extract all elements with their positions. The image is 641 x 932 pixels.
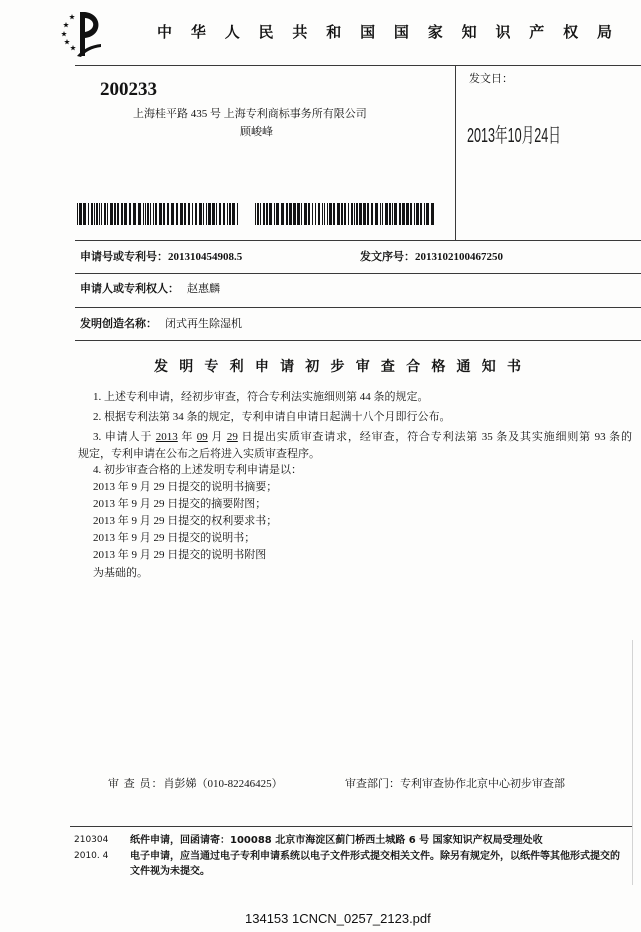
barcode-bar bbox=[297, 203, 300, 225]
barcode-bar bbox=[138, 203, 141, 225]
invention-title: 闭式再生除湿机 bbox=[165, 318, 242, 330]
logo-bar bbox=[80, 12, 85, 56]
logo-star-icon bbox=[61, 31, 67, 36]
document-list-item: 2013 年 9 月 29 日提交的说明书； bbox=[93, 532, 256, 544]
barcode-bar bbox=[180, 203, 183, 225]
barcode-bar bbox=[289, 203, 292, 225]
barcode-bar bbox=[301, 203, 302, 225]
barcode-bar bbox=[344, 203, 346, 225]
barcode-bar bbox=[329, 203, 332, 225]
barcode-bar bbox=[260, 203, 261, 225]
department-label: 审查部门： bbox=[345, 778, 400, 790]
barcode-bar bbox=[380, 203, 381, 225]
barcode-bar bbox=[188, 203, 190, 225]
item3-year-unit: 年 bbox=[177, 431, 197, 443]
barcode-bar bbox=[195, 203, 197, 225]
barcode-bar bbox=[269, 203, 272, 225]
agency-name: 中 华 人 民 共 和 国 国 家 知 识 产 权 局 bbox=[157, 23, 612, 41]
serial-number-label: 发文序号： bbox=[360, 251, 415, 263]
notice-title: 发 明 专 利 申 请 初 步 审 查 合 格 通 知 书 bbox=[154, 359, 521, 375]
barcode-bar bbox=[206, 203, 207, 225]
barcode-bar bbox=[263, 203, 265, 225]
barcode-bar bbox=[281, 203, 284, 225]
barcode-bar bbox=[208, 203, 211, 225]
barcode-bar bbox=[389, 203, 391, 225]
dispatch-date: 2013年10月24日 bbox=[467, 125, 561, 147]
notice-item-4: 4. 初步审查合格的上述发明专利申请是以： bbox=[93, 464, 302, 476]
barcode-bar bbox=[382, 203, 383, 225]
application-number: 201310454908.5 bbox=[168, 251, 243, 263]
barcode-bar bbox=[402, 203, 405, 225]
barcode-bar bbox=[150, 203, 151, 225]
barcode-bar bbox=[385, 203, 388, 225]
barcode-bar bbox=[371, 203, 373, 225]
barcode-bar bbox=[392, 203, 393, 225]
barcode-bar bbox=[145, 203, 146, 225]
barcode-bar bbox=[143, 203, 144, 225]
barcode-bar bbox=[212, 203, 215, 225]
barcode-bar bbox=[117, 203, 119, 225]
logo-curve bbox=[85, 12, 99, 38]
barcode-bar bbox=[155, 203, 157, 225]
barcode-bar bbox=[266, 203, 268, 225]
notice-item-3-continuation: 规定，专利申请在公布之后将进入实质审查程序。 bbox=[78, 448, 320, 460]
form-date: 2010. 4 bbox=[74, 851, 109, 861]
item3-prefix: 3. 申请人于 bbox=[93, 431, 156, 443]
applicant-name: 赵惠麟 bbox=[187, 283, 220, 295]
barcode-left bbox=[77, 203, 239, 225]
barcode-bar bbox=[426, 203, 429, 225]
barcode-bar bbox=[101, 203, 102, 225]
barcode-bar bbox=[416, 203, 419, 225]
barcode-bar bbox=[322, 203, 323, 225]
barcode-bar bbox=[83, 203, 86, 225]
barcode-bar bbox=[110, 203, 113, 225]
scan-artifact-line bbox=[632, 640, 633, 885]
electronic-submission-notice: 电子申请，应当通过电子专利申请系统以电子文件形式提交相关文件。除另有规定外，以纸件等其他形式提交的 bbox=[130, 851, 620, 862]
barcode-bar bbox=[79, 203, 82, 225]
serial-number-row bbox=[360, 251, 503, 265]
document-list-item: 2013 年 9 月 29 日提交的权利要求书； bbox=[93, 515, 278, 527]
barcode-bar bbox=[147, 203, 149, 225]
applicant-label: 申请人或专利权人： bbox=[80, 283, 179, 295]
barcode-bar bbox=[129, 203, 131, 225]
barcode-bar bbox=[276, 203, 279, 225]
barcode-bar bbox=[257, 203, 259, 225]
barcode-bar bbox=[121, 203, 123, 225]
barcode-bar bbox=[312, 203, 313, 225]
barcode-bar bbox=[308, 203, 310, 225]
logo-star-icon bbox=[69, 14, 75, 19]
rule-footer bbox=[70, 826, 632, 827]
barcode-bar bbox=[255, 203, 256, 225]
barcode-bar bbox=[414, 203, 415, 225]
barcode-bar bbox=[219, 203, 221, 225]
barcode-bar bbox=[91, 203, 93, 225]
barcode-bar bbox=[176, 203, 178, 225]
barcode-bar bbox=[410, 203, 412, 225]
item3-suffix: 日提出实质审查请求，经审查，符合专利法第 35 条及其实施细则第 93 条的 bbox=[237, 431, 633, 443]
logo-star-icon bbox=[63, 22, 69, 27]
barcode-bar bbox=[227, 203, 228, 225]
department-row bbox=[345, 778, 565, 792]
document-list-item: 2013 年 9 月 29 日提交的说明书附图 bbox=[93, 549, 267, 561]
addressee-address: 上海桂平路 435 号 上海专利商标事务所有限公司 bbox=[133, 108, 367, 120]
barcode-bar bbox=[406, 203, 409, 225]
barcode-bar bbox=[327, 203, 328, 225]
barcode-bar bbox=[351, 203, 353, 225]
barcode-bar bbox=[293, 203, 296, 225]
barcode-bar bbox=[167, 203, 169, 225]
examiner-name: 肖彭娣（010-82246425） bbox=[163, 778, 283, 790]
barcode-bar bbox=[431, 203, 434, 225]
rule-above-application bbox=[75, 240, 641, 241]
barcode-bar bbox=[171, 203, 174, 225]
document-list-item: 2013 年 9 月 29 日提交的说明书摘要； bbox=[93, 481, 278, 493]
barcode-bar bbox=[96, 203, 98, 225]
barcode-bar bbox=[229, 203, 231, 225]
file-label: 134153 1CNCN_0257_2123.pdf bbox=[245, 911, 431, 926]
barcode-bar bbox=[324, 203, 325, 225]
barcode-bar bbox=[367, 203, 369, 225]
barcode-bar bbox=[348, 203, 349, 225]
barcode-bar bbox=[124, 203, 127, 225]
invention-title-label: 发明创造名称： bbox=[80, 318, 157, 330]
barcode-bar bbox=[237, 203, 238, 225]
barcode-bar bbox=[354, 203, 355, 225]
application-number-row bbox=[80, 251, 242, 265]
barcode-bar bbox=[363, 203, 366, 225]
barcode-bar bbox=[274, 203, 275, 225]
barcode-bar bbox=[107, 203, 108, 225]
barcode-bar bbox=[184, 203, 186, 225]
barcode-bar bbox=[424, 203, 425, 225]
barcode-right bbox=[255, 203, 435, 225]
barcode-bar bbox=[337, 203, 340, 225]
document-list-item: 2013 年 9 月 29 日提交的摘要附图； bbox=[93, 498, 267, 510]
examiner-label: 审 查 员： bbox=[108, 778, 164, 790]
rule-below-applicant bbox=[75, 307, 641, 308]
barcode-bar bbox=[232, 203, 235, 225]
rule-below-application bbox=[75, 273, 641, 274]
dispatch-date-label: 发文日： bbox=[469, 73, 513, 85]
barcode-bar bbox=[420, 203, 422, 225]
notice-item-2: 2. 根据专利法第 34 条的规定，专利申请自申请日起满十八个月即行公布。 bbox=[93, 411, 451, 423]
barcode-bar bbox=[192, 203, 193, 225]
rule-header bbox=[75, 65, 641, 66]
postal-code: 200233 bbox=[100, 79, 157, 100]
barcode-bar bbox=[318, 203, 320, 225]
notice-item-1: 1. 上述专利申请，经初步审查，符合专利法实施细则第 44 条的规定。 bbox=[93, 391, 429, 403]
barcode-bar bbox=[304, 203, 307, 225]
application-number-label: 申请号或专利号： bbox=[80, 251, 168, 263]
rule-below-invention-title bbox=[75, 340, 641, 341]
barcode-bar bbox=[333, 203, 335, 225]
barcode-bar bbox=[315, 203, 316, 225]
logo-star-icon bbox=[70, 45, 76, 50]
addressee-recipient: 顾峻峰 bbox=[240, 126, 273, 138]
cnipa-logo bbox=[59, 9, 103, 59]
barcode-bar bbox=[163, 203, 165, 225]
barcode-bar bbox=[104, 203, 106, 225]
form-code: 210304 bbox=[74, 835, 109, 845]
applicant-row bbox=[80, 283, 220, 297]
paper-submission-notice: 纸件申请，回函请寄：100088 北京市海淀区蓟门桥西土城路 6 号 国家知识产权局受理处收 bbox=[130, 835, 543, 846]
barcode-bar bbox=[114, 203, 116, 225]
department-name: 专利审查协作北京中心初步审查部 bbox=[400, 778, 565, 790]
item3-day: 29 bbox=[226, 431, 238, 443]
rule-address-divider bbox=[455, 65, 456, 240]
barcode-bar bbox=[399, 203, 401, 225]
examiner-row bbox=[108, 778, 283, 792]
barcode-bar bbox=[153, 203, 154, 225]
logo-star-icon bbox=[64, 39, 70, 44]
invention-title-row bbox=[80, 318, 242, 332]
barcode-bar bbox=[133, 203, 136, 225]
serial-number: 2013102100467250 bbox=[415, 251, 503, 263]
barcode-bar bbox=[394, 203, 397, 225]
barcode-bar bbox=[223, 203, 225, 225]
barcode-bar bbox=[159, 203, 162, 225]
barcode-bar bbox=[199, 203, 202, 225]
notice-item-3 bbox=[93, 430, 632, 444]
barcode-bar bbox=[88, 203, 89, 225]
barcode-bar bbox=[216, 203, 217, 225]
logo-stars bbox=[61, 14, 76, 50]
barcode-bar bbox=[203, 203, 204, 225]
barcode-bar bbox=[356, 203, 358, 225]
barcode-bar bbox=[286, 203, 288, 225]
barcode-bar bbox=[99, 203, 100, 225]
electronic-submission-notice-continuation: 文件视为未提交。 bbox=[130, 866, 210, 877]
item3-month: 09 bbox=[196, 431, 208, 443]
barcode-bar bbox=[77, 203, 78, 225]
barcode-bar bbox=[375, 203, 378, 225]
item3-year: 2013 bbox=[155, 431, 178, 443]
barcode-bar bbox=[94, 203, 95, 225]
item3-month-unit: 月 bbox=[207, 431, 227, 443]
notice-closing: 为基础的。 bbox=[93, 567, 148, 579]
barcode-bar bbox=[359, 203, 362, 225]
barcode-bar bbox=[341, 203, 343, 225]
